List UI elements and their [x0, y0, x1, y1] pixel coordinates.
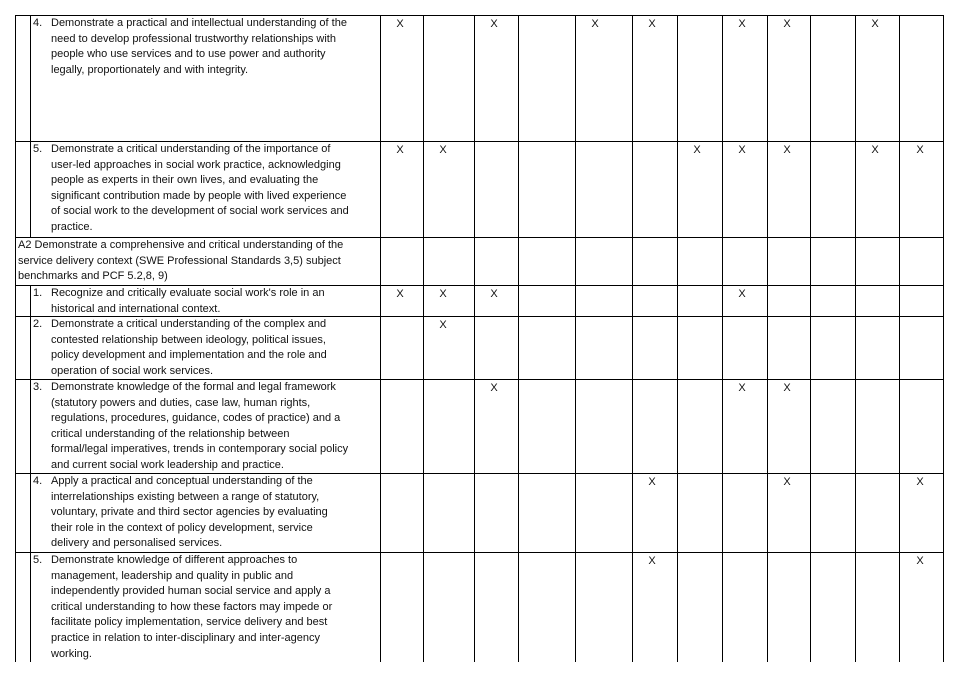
outcome-text-line: practice. — [51, 221, 93, 233]
outcome-text-line: contested relationship between ideology, political issues, — [51, 333, 326, 346]
outcome-text-line: formal/legal imperatives, trends in contemporary social policy — [51, 443, 349, 456]
outcome-text-line: policy development and implementation and the role and — [51, 349, 327, 362]
outcome-number: 1. — [33, 287, 43, 299]
outcome-text-line: of social work to the development of social work services and — [51, 205, 349, 218]
outcome-text-line: facilitate policy implementation, service delivery and best — [51, 616, 328, 629]
outcome-text-line: Demonstrate a practical and intellectual understanding of the — [51, 17, 347, 29]
mapping-mark: X — [439, 319, 447, 331]
outcome-text-line: historical and international context. — [51, 302, 221, 315]
outcome-text-line: their role in the context of policy development, service — [51, 521, 313, 534]
outcome-text-line: Demonstrate a critical understanding of the complex and — [51, 318, 327, 330]
mapping-mark: X — [783, 144, 791, 156]
mapping-mark: X — [738, 144, 746, 156]
outcome-text-line: management, leadership and quality in public and — [51, 569, 294, 582]
outcome-text-line: legally, proportionately and with integrity. — [51, 63, 249, 76]
mapping-mark: X — [396, 288, 404, 300]
outcome-text-line: Recognize and critically evaluate social work's role in an — [51, 287, 325, 299]
outcome-number: 4. — [33, 17, 43, 29]
outcome-text-line: critical understanding of the relationship between — [51, 427, 290, 440]
outcome-text-line: people who use services and to use power and authority — [51, 48, 326, 61]
mapping-mark: X — [783, 382, 791, 394]
outcome-text-line: practice in relation to inter-disciplinary and inter-agency — [51, 632, 321, 644]
outcome-text-line: working. — [51, 647, 92, 660]
mapping-mark: X — [396, 144, 404, 156]
outcome-text-line: need to develop professional trustworthy relationships with — [51, 32, 336, 45]
outcome-text-line: and current social work leadership and practice. — [51, 459, 284, 471]
mapping-mark: X — [439, 288, 447, 300]
mapping-mark: X — [439, 144, 447, 156]
outcome-text-line: interrelationships existing between a range of statutory, — [51, 490, 320, 503]
mapping-mark: X — [490, 382, 498, 394]
mapping-mark: X — [693, 144, 701, 156]
mapping-mark: X — [738, 18, 746, 30]
mapping-mark: X — [396, 18, 404, 30]
mapping-mark: X — [916, 555, 924, 567]
outcome-text-line: voluntary, private and third sector agencies by evaluating — [51, 506, 328, 519]
outcome-number: 3. — [33, 381, 43, 393]
mapping-mark: X — [738, 288, 746, 300]
outcome-number: 5. — [33, 554, 43, 566]
outcome-text-line: Demonstrate knowledge of different approaches to — [51, 554, 298, 566]
mapping-mark: X — [490, 288, 498, 300]
section-heading-line: service delivery context (SWE Professional Standards 3,5) subject — [18, 254, 341, 267]
mapping-mark: X — [871, 18, 879, 30]
outcome-text-line: critical understanding to how these factors may impede or — [51, 600, 333, 613]
mapping-mark: X — [916, 144, 924, 156]
section-heading-line: benchmarks and PCF 5.2,8, 9) — [18, 270, 168, 283]
mapping-mark: X — [648, 555, 656, 567]
outcome-text-line: (statutory powers and duties, case law, human rights, — [51, 396, 311, 409]
outcome-text-line: independently provided human social service and apply a — [51, 585, 331, 598]
mapping-mark: X — [871, 144, 879, 156]
outcome-text-line: people as experts in their own lives, and evaluating the — [51, 174, 319, 187]
outcome-number: 5. — [33, 143, 43, 155]
mapping-mark: X — [738, 382, 746, 394]
mapping-mark: X — [783, 18, 791, 30]
mapping-mark: X — [783, 476, 791, 488]
outcome-text-line: operation of social work services. — [51, 364, 214, 377]
outcome-number: 2. — [33, 318, 43, 330]
outcome-text-line: Demonstrate a critical understanding of the importance of — [51, 143, 331, 155]
mapping-mark: X — [490, 18, 498, 30]
outcome-text-line: delivery and personalised services. — [51, 537, 223, 550]
outcome-text-line: Demonstrate knowledge of the formal and legal framework — [51, 381, 336, 393]
outcome-text-line: regulations, procedures, guidance, codes of practice) and a — [51, 412, 341, 425]
mapping-mark: X — [916, 476, 924, 488]
mapping-mark: X — [648, 476, 656, 488]
mapping-mark: X — [591, 18, 599, 30]
outcome-text-line: Apply a practical and conceptual understanding of the — [51, 475, 313, 487]
section-heading-line: A2 Demonstrate a comprehensive and critical understanding of the — [18, 239, 344, 251]
outcome-text-line: user-led approaches in social work practice, acknowledging — [51, 158, 341, 171]
outcome-number: 4. — [33, 475, 43, 487]
mapping-mark: X — [648, 18, 656, 30]
outcome-text-line: significant contribution made by people with lived experience — [51, 189, 347, 202]
